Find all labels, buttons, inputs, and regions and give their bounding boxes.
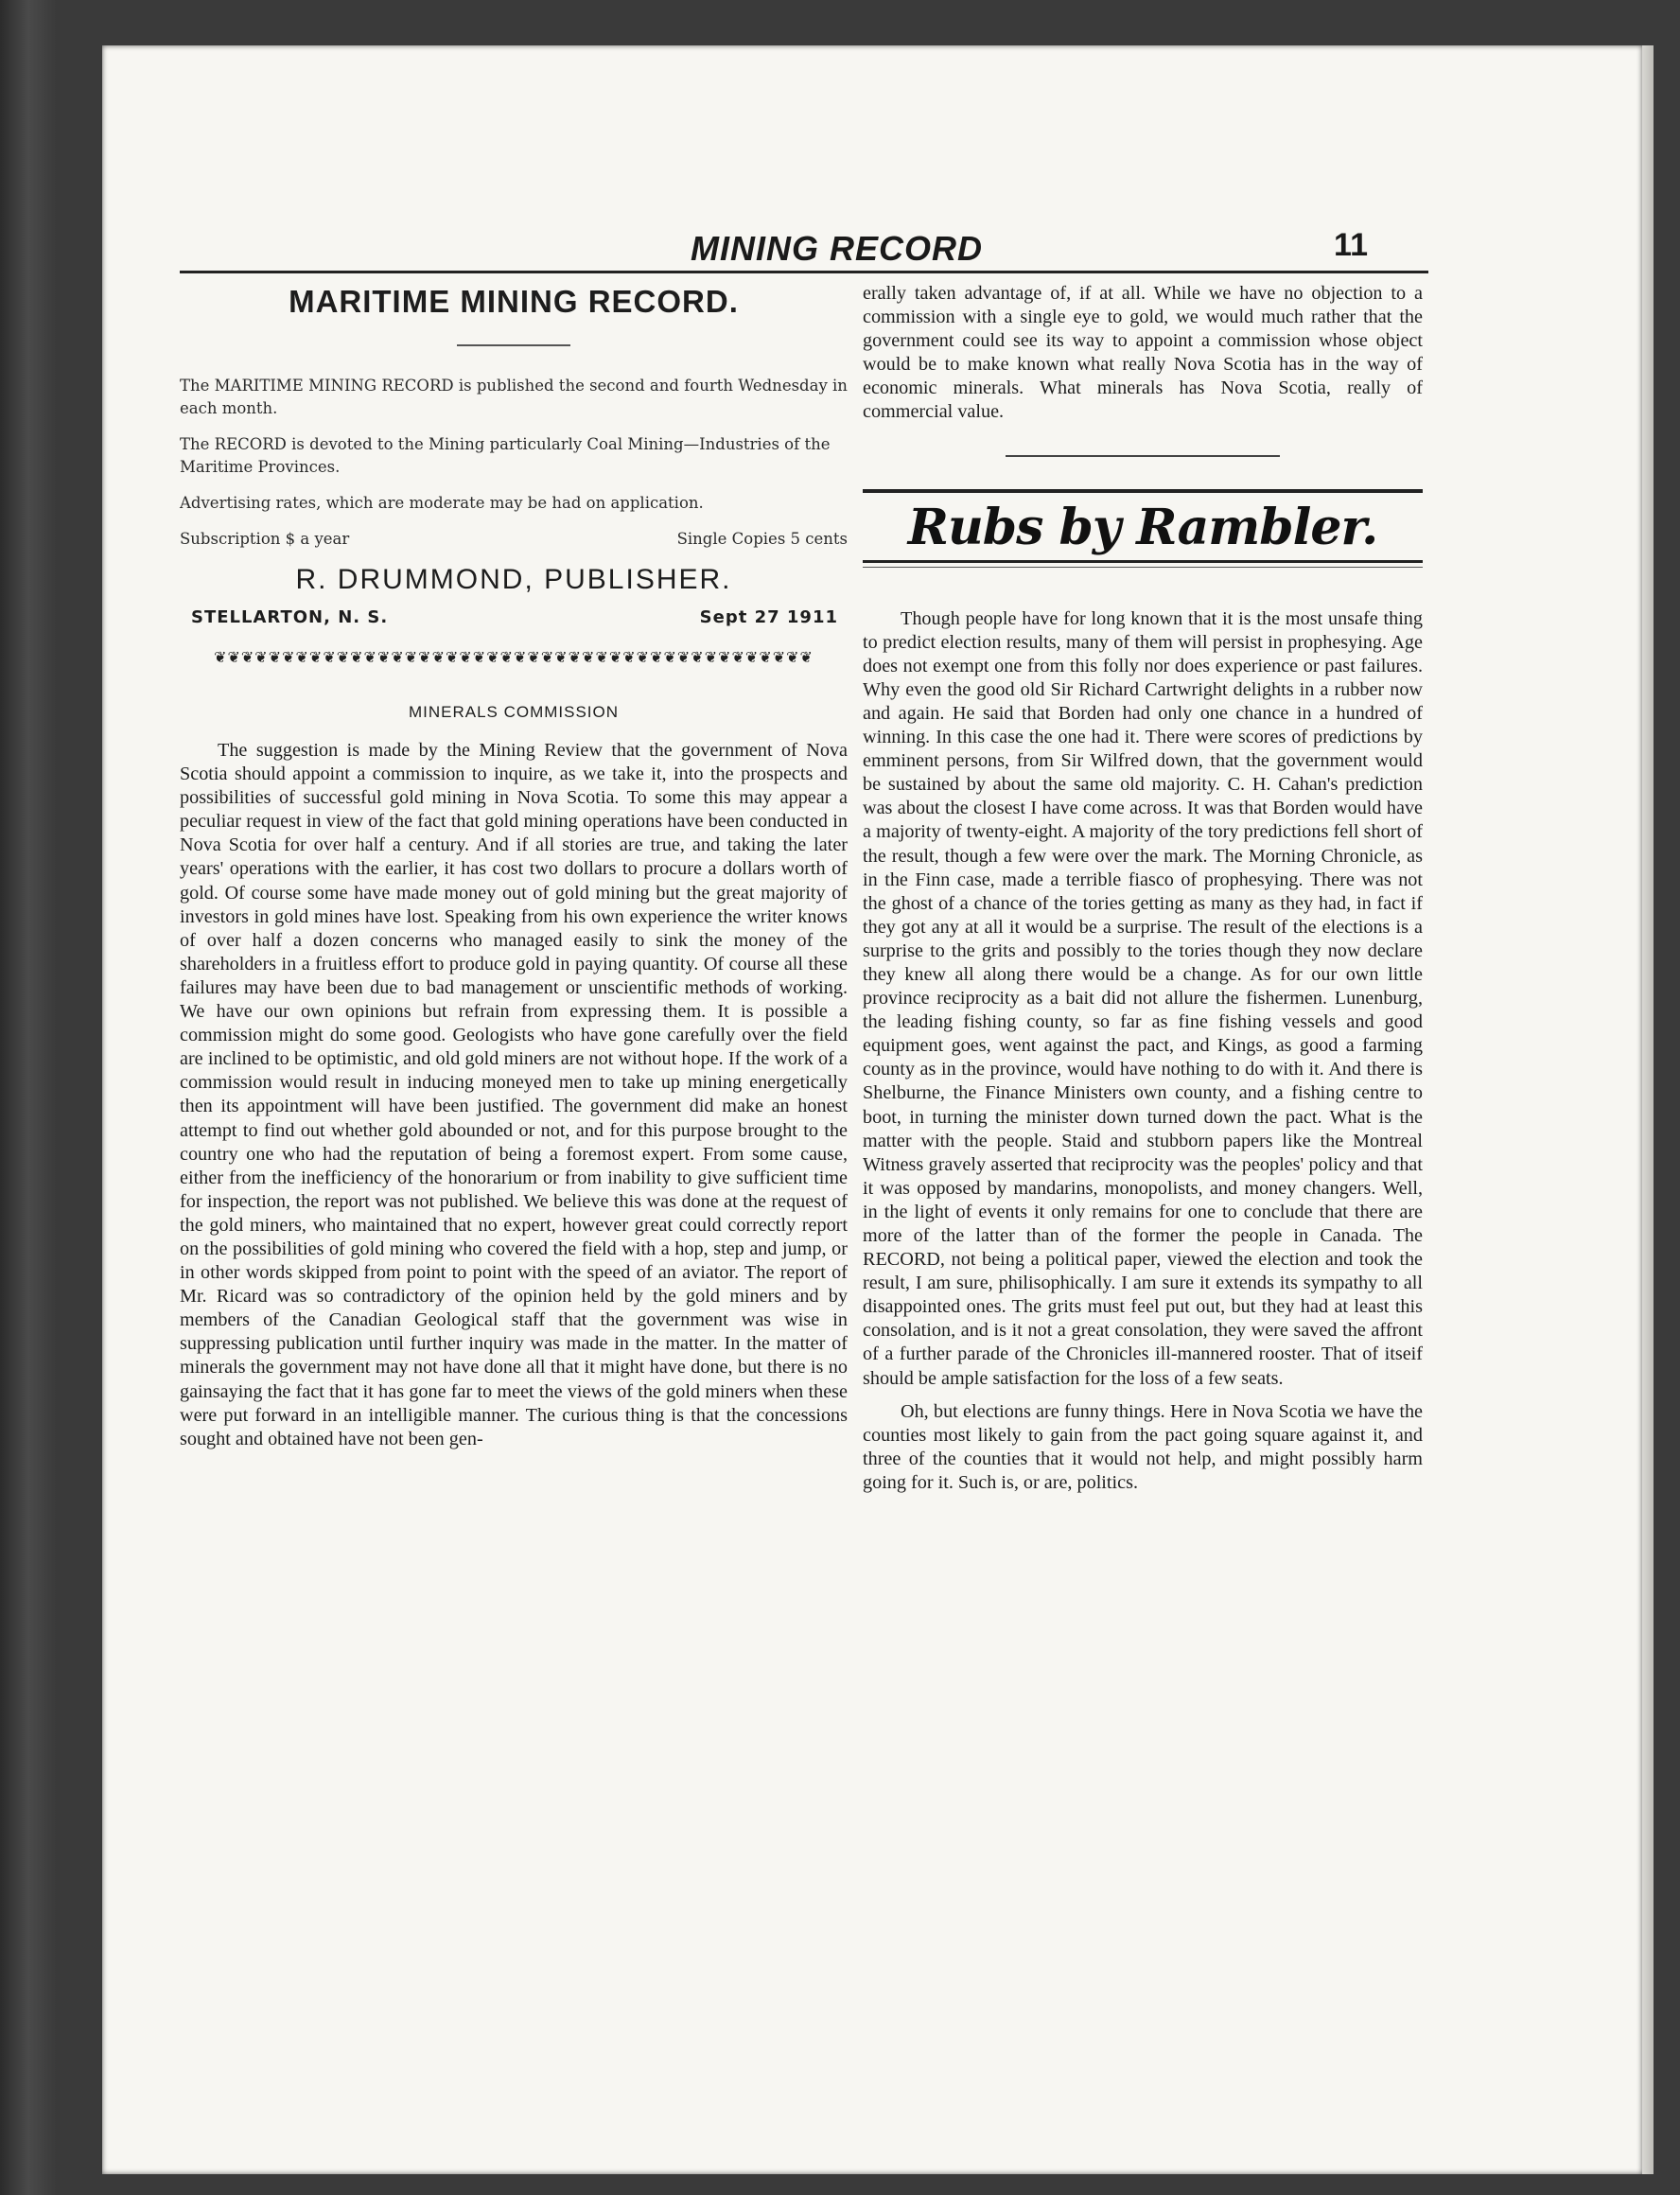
publication-notice: The MARITIME MINING RECORD is published the second and fourth Wednesday in each month. — [180, 377, 848, 417]
location-text: STELLARTON, N. S. — [191, 607, 389, 627]
running-head — [180, 227, 1428, 273]
section-heading-minerals-commission: MINERALS COMMISSION — [408, 703, 620, 721]
publisher-line: R. DRUMMOND, PUBLISHER. — [295, 564, 732, 595]
subscription-text: Subscription $ a year — [180, 530, 350, 548]
rambler-paragraph-2: Oh, but elections are funny things. Here in Nova Scotia we have the counties most likely to gain from the pact going square against it, and three of the counties that it would not help, and might possibly harm going for it. Such is, or are, politics. — [863, 1400, 1423, 1493]
banner-bottom-rule — [863, 560, 1423, 568]
devotion-notice: The RECORD is devoted to the Mining particularly Coal Mining—Industries of the Maritime Provinces. — [180, 435, 831, 476]
left-column — [180, 282, 848, 1451]
right-column — [863, 282, 1423, 1495]
rambler-paragraph-1: Though people have for long known that it is the most unsafe thing to predict election results, many of them will persist in prophesying. Age does not exempt one from this folly nor does experience or past failures. Why even the good old Sir Richard Cartwright delights in a rubber now and again. He said that Borden had only one chance in a hundred of winning. In this case the one had it. There were scores of predictions by emminent persons, from Sir Wilfred down, that the government would be sustained by about the same old majority. C. H. Cahan's prediction was about the closest I have come across. It was that Borden would have a majority of twenty-eight. A majority of the tory predictions fell short of the result, though a few were over the mark. The Morning Chronicle, as in the Finn case, made a terrible fiasco of prophesying. There was not the ghost of a chance of the tories getting as many as they had, in fact if they got any at all it would be a surprise. The result of the elections is a surprise to the grits and possibly to the tories though they now declare they knew all along there would be a change. As for our own little province reciprocity as a bait did not allure the fishermen. Lunenburg, the leading fishing county, so far as fine fishing vessels and good equipment goes, went against the pact, and Kings, as good a farming county as in the province, would have nothing to do with it. And there is Shelburne, the Finance Ministers own county, and a fishing centre to boot, in turning the minister down turned down the pact. What is the matter with the people. Staid and stubborn papers like the Montreal Witness gravely asserted that reciprocity was the peoples' policy and that it was opposed by mandarins, monopolists, and money changers. Well, in the light of events it only remains for one to conclude that there are more of the latter than of the former the people in Canada. The RECORD, not being a political paper, viewed the election and took the result, I am sure, philisophically. I am sure it extends its sympathy to all disappointed ones. The grits must feel put out, but they had at least this consolation, and is it not a great consolation, they were saved the affront of a further parade of the Chronicles ill-mannered rooster. That of itseif should be ample satisfaction for the loss of a few seats. — [863, 607, 1423, 1389]
running-title: MINING RECORD — [691, 229, 983, 268]
ornament-rule: ❦❦❦❦❦❦❦❦❦❦❦❦❦❦❦❦❦❦❦❦❦❦❦❦❦❦❦❦❦❦❦❦❦❦❦❦❦❦❦❦❦❦❦❦ — [214, 650, 814, 666]
section-banner-rubs-by-rambler: Rubs by Rambler. — [907, 498, 1378, 556]
banner-top-rule — [863, 489, 1423, 493]
masthead: MARITIME MINING RECORD. — [289, 284, 739, 319]
subscription-row — [180, 528, 848, 551]
advertising-notice: Advertising rates, which are moderate may be had on application. — [180, 494, 704, 512]
article-divider — [1006, 455, 1280, 457]
issue-date: Sept 27 1911 — [699, 607, 838, 627]
dateline — [180, 607, 848, 627]
page-edge — [1642, 45, 1654, 2174]
page-number: 11 — [1334, 227, 1368, 263]
single-copies-text: Single Copies 5 cents — [676, 530, 848, 548]
masthead-rule — [457, 344, 570, 346]
article-continuation: erally taken advantage of, if at all. While we have no objection to a commission with a single eye to gold, we would much rather that the government could see its way to appoint a commission whose object would be to make known what really Nova Scotia has in the way of economic minerals. What minerals has Nova Scotia, really of commercial value. — [863, 283, 1423, 423]
article-minerals-commission: The suggestion is made by the Mining Review that the government of Nova Scotia should appoint a commission to inquire, as we take it, into the prospects and possibilities of successful gold mining in Nova Scotia. To some this may appear a peculiar request in view of the fact that gold mining operations have been conducted in Nova Scotia for over half a century. And if all stories are true, and taking the later years' operations with the earlier, it has cost two dollars to procure a dollars worth of gold. Of course some have made money out of gold mining but the great majority of investors in gold mines have lost. Speaking from his own experience the writer knows of over half a dozen concerns who managed easily to sink the money of the shareholders in a fruitless effort to produce gold in paying quantity. Of course all these failures may have been due to bad management or unscientific methods of working. We have our own opinions but refrain from expressing them. It is possible a commission might do some good. Geologists who have gone carefully over the field are inclined to be optimistic, and old gold miners are not without hope. If the work of a commission would result in inducing moneyed men to take up mining energetically then its appointment will have been justified. The government did make an honest attempt to find out whether gold abounded or not, and for this purpose brought to the country one who had the reputation of being a foremost expert. From some cause, either from the inefficiency of the honorarium or from inability to give sufficient time for inspection, the report was not published. We believe this was done at the request of the gold miners, who maintained that no expert, however great could correctly report on the possibilities of gold mining who covered the field with a hop, step and jump, or in other words skipped from point to point with the speed of an aviator. The report of Mr. Ricard was so contradictory of the opinion held by the gold miners and by members of the Canadian Geological staff that the government was wise in suppressing publication until further inquiry was made in the matter. In the matter of minerals the government may not have done all that it might have done, but there is no gainsaying the fact that it has gone far to meet the views of the gold miners when these were put forward in an intelligible manner. The curious thing is that the concessions sought and obtained have not been gen- — [180, 740, 848, 1449]
